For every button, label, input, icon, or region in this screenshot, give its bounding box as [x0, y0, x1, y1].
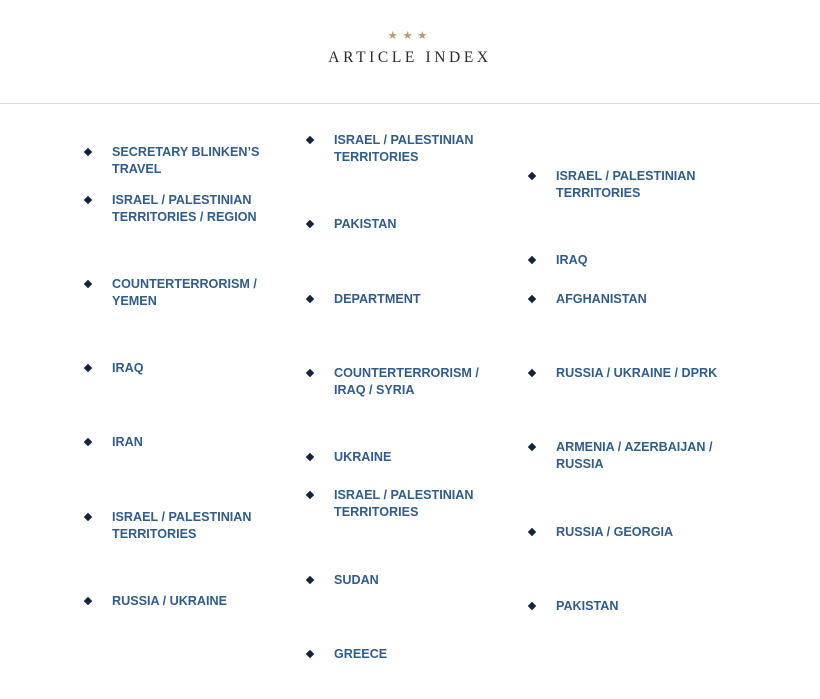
diamond-bullet-icon — [306, 295, 314, 303]
index-link[interactable]: RUSSIA / GEORGIA — [556, 525, 674, 539]
diamond-bullet-icon — [306, 136, 314, 144]
index-link[interactable]: ARMENIA / AZERBAIJAN / RUSSIA — [556, 440, 713, 471]
index-link[interactable]: IRAN — [112, 435, 143, 449]
diamond-bullet-icon — [306, 650, 314, 658]
diamond-bullet-icon — [528, 528, 536, 536]
diamond-bullet-icon — [528, 443, 536, 451]
diamond-bullet-icon — [84, 438, 92, 446]
diamond-bullet-icon — [84, 513, 92, 521]
diamond-bullet-icon — [84, 364, 92, 372]
index-link[interactable]: UKRAINE — [334, 450, 392, 464]
index-link[interactable]: SUDAN — [334, 573, 379, 587]
index-link[interactable]: ISRAEL / PALESTINIAN TERRITORIES / REGION — [112, 193, 257, 224]
index-link[interactable]: GREECE — [334, 647, 388, 661]
index-link[interactable]: ISRAEL / PALESTINIAN TERRITORIES — [334, 133, 474, 164]
diamond-bullet-icon — [528, 295, 536, 303]
diamond-bullet-icon — [306, 491, 314, 499]
index-link[interactable]: PAKISTAN — [556, 599, 619, 613]
index-link[interactable]: SECRETARY BLINKEN’S TRAVEL — [112, 145, 260, 176]
article-index-header — [0, 0, 820, 104]
diamond-bullet-icon — [306, 369, 314, 377]
diamond-bullet-icon — [528, 172, 536, 180]
diamond-bullet-icon — [306, 576, 314, 584]
diamond-bullet-icon — [84, 196, 92, 204]
header-divider — [0, 103, 820, 104]
index-link[interactable]: IRAQ — [556, 253, 588, 267]
diamond-bullet-icon — [528, 602, 536, 610]
index-link[interactable]: ISRAEL / PALESTINIAN TERRITORIES — [334, 488, 474, 519]
index-link[interactable]: PAKISTAN — [334, 217, 397, 231]
index-link[interactable]: ISRAEL / PALESTINIAN TERRITORIES — [556, 169, 696, 200]
page-title: ARTICLE INDEX — [328, 49, 492, 66]
index-link[interactable]: DEPARTMENT — [334, 292, 421, 306]
diamond-bullet-icon — [528, 369, 536, 377]
index-link[interactable]: ISRAEL / PALESTINIAN TERRITORIES — [112, 510, 252, 541]
diamond-bullet-icon — [84, 148, 92, 156]
diamond-bullet-icon — [306, 453, 314, 461]
diamond-bullet-icon — [84, 280, 92, 288]
index-link[interactable]: IRAQ — [112, 361, 144, 375]
diamond-bullet-icon — [528, 256, 536, 264]
diamond-bullet-icon — [84, 597, 92, 605]
index-link[interactable]: COUNTERTERRORISM / YEMEN — [112, 277, 257, 308]
index-link[interactable]: RUSSIA / UKRAINE / DPRK — [556, 366, 718, 380]
diamond-bullet-icon — [306, 220, 314, 228]
index-link[interactable]: AFGHANISTAN — [556, 292, 647, 306]
index-link[interactable]: COUNTERTERRORISM / IRAQ / SYRIA — [334, 366, 479, 397]
index-link[interactable]: RUSSIA / UKRAINE — [112, 594, 227, 608]
stars-ornament: ★★★ — [387, 29, 433, 42]
